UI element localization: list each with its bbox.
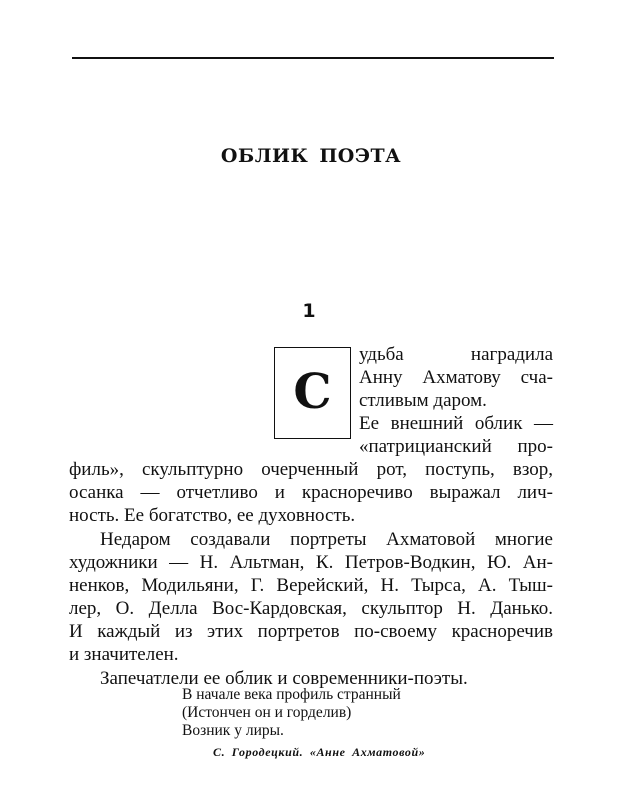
- chapter-title: ОБЛИК ПОЭТА: [220, 145, 402, 167]
- body-line: и значителен.: [69, 644, 179, 665]
- body-line: удьба наградила: [359, 344, 553, 365]
- epigraph-line: Возник у лиры.: [182, 722, 284, 739]
- body-line: Запечатлели ее облик и современники-поэты.: [100, 668, 468, 689]
- section-number: 1: [302, 300, 316, 322]
- body-line: осанка — отчетливо и красноречиво выражал лич-: [69, 482, 553, 503]
- epigraph-line: В начале века профиль странный: [182, 686, 401, 703]
- body-line: Ее внешний облик —: [359, 413, 553, 434]
- drop-cap-letter: С: [293, 364, 332, 420]
- body-line: филь», скульптурно очерченный рот, поступь, взор,: [69, 459, 553, 480]
- body-line: Недаром создавали портреты Ахматовой многие: [100, 529, 553, 550]
- epigraph-line: (Истончен он и горделив): [182, 704, 352, 721]
- top-rule-divider: [72, 57, 554, 59]
- body-line: ненков, Модильяни, Г. Верейский, Н. Тырса, А. Тыш-: [69, 575, 553, 596]
- drop-cap-box: [274, 347, 351, 439]
- body-line: стливым даром.: [359, 390, 487, 411]
- body-line: «патрицианский про-: [359, 436, 553, 457]
- body-line: лер, О. Делла Вос-Кардовская, скульптор Н. Данько.: [69, 598, 553, 619]
- body-line: Анну Ахматову сча-: [359, 367, 553, 388]
- epigraph-attribution: С. Городецкий. «Анне Ахматовой»: [213, 745, 426, 759]
- body-line: И каждый из этих портретов по-своему красноречив: [69, 621, 553, 642]
- body-line: художники — Н. Альтман, К. Петров-Водкин, Ю. Ан-: [69, 552, 553, 573]
- body-line: ность. Ее богатство, ее духовность.: [69, 505, 356, 526]
